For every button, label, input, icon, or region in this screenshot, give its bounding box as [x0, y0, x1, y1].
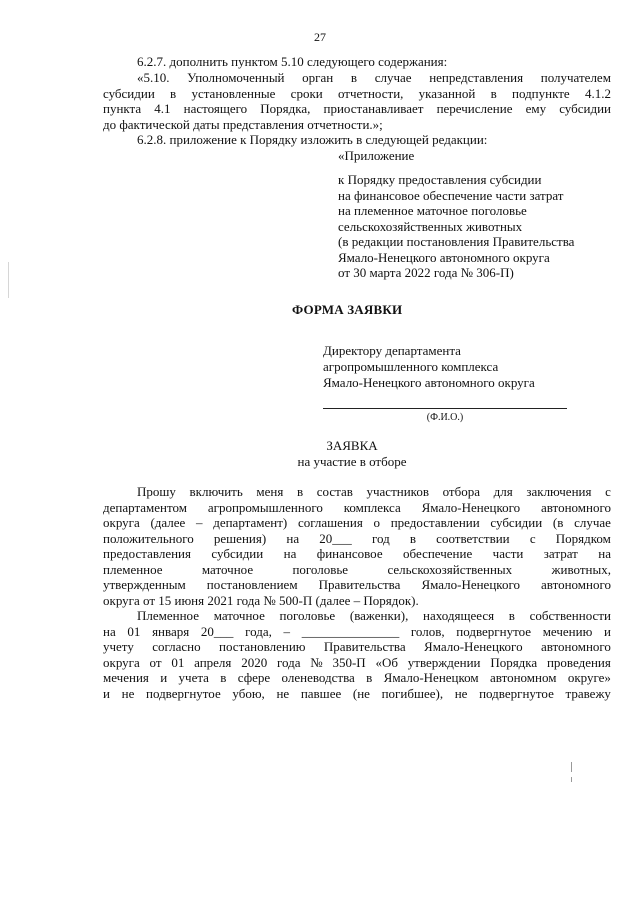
appendix-line: (в редакции постановления Правительства	[338, 234, 575, 249]
paragraph-line: Прошу включить меня в состав участников отбора для заключения с	[137, 484, 611, 499]
application-subtitle: на участие в отборе	[297, 454, 407, 469]
appendix-line: от 30 марта 2022 года № 306-П)	[338, 265, 514, 280]
amendment-6-2-8	[103, 132, 611, 148]
addressee-block	[323, 343, 535, 391]
addressee-line: Директору департамента	[323, 343, 461, 358]
appendix-caption	[338, 172, 574, 281]
scan-artifact	[571, 777, 572, 782]
request-paragraph	[103, 484, 611, 608]
amendment-6-2-7-text: 6.2.7. дополнить пунктом 5.10 следующего содержания:	[137, 54, 448, 69]
new-clause-5-10	[103, 70, 611, 132]
clause-line: пункта 4.1 настоящего Порядка, приостанавливает перечисление ему субсидии	[103, 101, 611, 116]
appendix-line: к Порядку предоставления субсидии	[338, 172, 542, 187]
scan-artifact	[571, 762, 572, 772]
addressee-line: агропромышленного комплекса	[323, 359, 499, 374]
amendment-6-2-8-text: 6.2.8. приложение к Порядку изложить в следующей редакции:	[137, 132, 488, 147]
paragraph-line: утвержденным постановлением Правительства Ямало-Ненецкого автономного	[103, 577, 611, 592]
appendix-line: на племенное маточное поголовье	[338, 203, 527, 218]
paragraph-line: мечения и учета в сфере оленеводства в Ямало-Ненецком автономном округе»	[103, 670, 611, 685]
scan-artifact	[8, 262, 9, 298]
fio-caption: (Ф.И.О.)	[426, 412, 464, 423]
paragraph-line: племенное маточное поголовье сельскохозяйственных животных,	[103, 561, 611, 577]
clause-line: «5.10. Уполномоченный орган в случае непредставления получателем	[137, 70, 611, 85]
paragraph-line: положительного решения) на 20___ год в соответствии с Порядком	[103, 530, 611, 546]
paragraph-line: Племенное маточное поголовье (важенки), находящееся в собственности	[137, 608, 611, 623]
clause-line: до фактической даты представления отчетности.»;	[103, 116, 383, 132]
clause-line: субсидии в установленные сроки отчетности, указанной в подпункте 4.1.2	[103, 85, 611, 101]
paragraph-line: учету согласно постановлению Правительства Ямало-Ненецкого автономного	[103, 639, 611, 654]
paragraph-line: и не подвергнутое убою, не павшее (не погибшее), не подвергнутое травежу	[103, 685, 611, 701]
paragraph-line: предоставления субсидии на финансовое обеспечение части затрат на	[103, 546, 611, 561]
paragraph-line: округа (далее – департамент) соглашения о предоставлении субсидии (в случае	[103, 515, 611, 530]
page-number: 27	[314, 30, 326, 44]
paragraph-line: округа от 01 апреля 2020 года № 350-П «Об утверждении Порядка проведения	[103, 654, 611, 670]
paragraph-line: департаментом агропромышленного комплекса Ямало-Ненецкого автономного	[103, 499, 611, 515]
addressee-line: Ямало-Ненецкого автономного округа	[323, 375, 535, 390]
paragraph-line: округа от 15 июня 2021 года № 500-П (далее – Порядок).	[103, 592, 419, 608]
appendix-head: «Приложение	[338, 148, 415, 163]
appendix-line: Ямало-Ненецкого автономного округа	[338, 249, 550, 265]
paragraph-line: на 01 января 20___ года, – _______________ голов, подвергнутое мечению и	[103, 623, 611, 639]
application-title: ЗАЯВКА	[326, 438, 378, 453]
livestock-paragraph	[103, 608, 611, 701]
appendix-line: сельскохозяйственных животных	[338, 218, 523, 234]
form-title: ФОРМА ЗАЯВКИ	[292, 302, 403, 317]
amendment-6-2-7	[103, 54, 611, 70]
fio-underline	[323, 408, 567, 409]
appendix-line: на финансовое обеспечение части затрат	[338, 187, 564, 203]
